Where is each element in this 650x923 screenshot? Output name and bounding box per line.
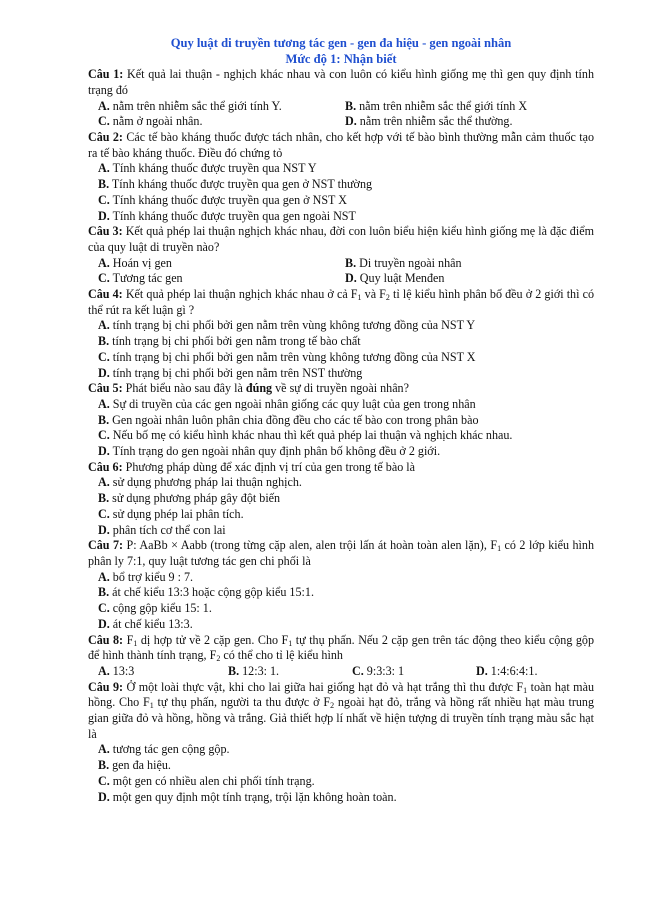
option-c[interactable]: C. Tính kháng thuốc được truyền qua gen ở NST X xyxy=(98,192,347,207)
option-d[interactable]: D. tính trạng bị chi phối bởi gen nằm trên NST thường xyxy=(98,365,363,380)
option-c[interactable]: C. cộng gộp kiểu 15: 1. xyxy=(98,601,212,616)
option-b[interactable]: B. Di truyền ngoài nhân xyxy=(345,255,462,270)
option-d[interactable]: D. át chế kiểu 13:3. xyxy=(98,616,193,631)
options-row xyxy=(88,271,594,287)
question-text: Các tế bào kháng thuốc được tách nhân, cho kết hợp với tế bào bình thường mẫn cảm thuốc tạo ra tế bào kháng thuốc. Điều đó chứng tỏ xyxy=(88,130,594,160)
question-number: Câu 6: xyxy=(88,459,123,474)
question-number: Câu 8: xyxy=(88,632,124,647)
option-d[interactable]: D. Tính kháng thuốc được truyền qua gen ngoài NST xyxy=(98,208,356,223)
options-row xyxy=(88,664,594,680)
question-number: Câu 9: xyxy=(88,679,124,694)
option-c[interactable]: C. Tương tác gen xyxy=(98,271,183,286)
option-c[interactable]: C. một gen có nhiều alen chi phối tính trạng. xyxy=(98,773,315,788)
option-a[interactable]: A. bổ trợ kiểu 9 : 7. xyxy=(98,569,194,584)
option-d[interactable]: D. 1:4:6:4:1. xyxy=(476,663,538,678)
option-a[interactable]: A. 13:3 xyxy=(98,663,135,678)
option-a[interactable]: A. tính trạng bị chi phối bởi gen nằm trên vùng không tương đồng của NST Y xyxy=(98,318,476,333)
option-c[interactable]: C. Nếu bố mẹ có kiểu hình khác nhau thì kết quả phép lai thuận và nghịch khác nhau. xyxy=(98,428,513,443)
question-number: Câu 4: xyxy=(88,287,123,302)
option-b[interactable]: B. Gen ngoài nhân luôn phân chia đồng đều cho các tế bào con trong phân bào xyxy=(98,412,479,427)
question-7: Câu 7: P: AaBb × Aabb (trong từng cặp alen, alen trội lấn át hoàn toàn alen lặn), $F_1$ có 2 lớp kiểu hình phân ly 7:1, quy luật tương tác gen chi phối là xyxy=(88,538,595,568)
option-b[interactable]: B. 12:3: 1. xyxy=(228,663,280,678)
question-6 xyxy=(88,460,594,476)
question-number: Câu 1: xyxy=(88,67,124,82)
question-1 xyxy=(88,67,594,98)
option-a[interactable]: A. nằm trên nhiễm sắc thể giới tính Y. xyxy=(98,98,282,113)
question-text: Kết quả phép lai thuận nghịch khác nhau, đời con luôn biểu hiện kiểu hình giống mẹ là đặc điểm của quy luật di truyền nào? xyxy=(88,224,594,254)
question-2 xyxy=(88,130,594,161)
question-number: Câu 7: xyxy=(88,538,124,553)
option-b[interactable]: B. gen đa hiệu. xyxy=(98,758,171,773)
question-number: Câu 3: xyxy=(88,224,123,239)
document-subtitle: Mức độ 1: Nhận biết xyxy=(285,51,397,66)
option-a[interactable]: A. sử dụng phương pháp lai thuận nghịch. xyxy=(98,475,302,490)
options-row xyxy=(88,114,594,130)
option-c[interactable]: C. nằm ở ngoài nhân. xyxy=(98,114,203,129)
question-number: Câu 2: xyxy=(88,130,123,144)
option-a[interactable]: A. Hoán vị gen xyxy=(98,255,172,270)
question-text: Phương pháp dùng để xác định vị trí của gen trong tế bào là xyxy=(122,459,415,474)
option-d[interactable]: D. Tính trạng do gen ngoài nhân quy định phân bố không đều ở 2 giới. xyxy=(98,444,441,459)
document-page xyxy=(88,36,594,805)
options-row xyxy=(88,99,594,115)
document-title: Quy luật di truyền tương tác gen - gen đa hiệu - gen ngoài nhân xyxy=(170,36,512,50)
options-row xyxy=(88,256,594,272)
option-d[interactable]: D. một gen quy định một tính trạng, trội lặn không hoàn toàn. xyxy=(98,789,397,804)
option-b[interactable]: B. tính trạng bị chi phối bởi gen nằm trong tế bào chất xyxy=(98,334,361,349)
option-c[interactable]: C. tính trạng bị chi phối bởi gen nằm trên vùng không tương đồng của NST X xyxy=(98,349,476,364)
option-d[interactable]: D. phân tích cơ thể con lai xyxy=(98,522,226,537)
option-b[interactable]: B. át chế kiểu 13:3 hoặc cộng gộp kiểu 15:1. xyxy=(98,585,314,600)
option-a[interactable]: A. Tính kháng thuốc được truyền qua NST Y xyxy=(98,161,317,176)
option-b[interactable]: B. sử dụng phương pháp gây đột biến xyxy=(98,491,281,506)
question-8: Câu 8: $F_1$ dị hợp tử về 2 cặp gen. Cho $F_1$ tự thụ phấn. Nếu 2 cặp gen trên tác động theo kiểu cộng gộp để hình thành tính trạng, $F_2$ có thể cho tỉ lệ kiểu hình xyxy=(88,632,595,664)
question-number: Câu 5: xyxy=(88,381,123,396)
option-a[interactable]: A. Sự di truyền của các gen ngoài nhân giống các quy luật của gen trong nhân xyxy=(98,396,476,411)
option-d[interactable]: D. Quy luật Menđen xyxy=(345,271,445,286)
option-b[interactable]: B. nằm trên nhiễm sắc thể giới tính X xyxy=(345,98,528,113)
option-c[interactable]: C. sử dụng phép lai phân tích. xyxy=(98,506,244,521)
option-d[interactable]: D. nằm trên nhiễm sắc thể thường. xyxy=(345,114,513,129)
question-4: Câu 4: Kết quả phép lai thuận nghịch khác nhau ở cả $F_1$ và $F_2$ tỉ lệ kiểu hình phân bố đều ở 2 giới thì có thể rút ra kết luận gì ? xyxy=(88,287,594,317)
option-b[interactable]: B. Tính kháng thuốc được truyền qua gen ở NST thường xyxy=(98,177,373,192)
option-a[interactable]: A. tương tác gen cộng gộp. xyxy=(98,742,230,757)
question-3 xyxy=(88,224,594,255)
question-9: Câu 9: Ở một loài thực vật, khi cho lai giữa hai giống hạt đỏ và hạt trắng thì thu được $F_1$ toàn hạt màu hồng. Cho $F_1$ tự thụ phấn, người ta thu được ở $F_2$ ngoài hạt đỏ, trắng và hồng rất nhiều hạt màu trung gian giữa đỏ và hồng, hồng và trắng. Giả thiết hợp lí nhất về hiện tượng di truyền tính trạng màu sắc hạt là xyxy=(88,679,595,741)
question-5: Câu 5: Phát biểu nào sau đây là đúng về sự di truyền ngoài nhân? xyxy=(88,381,409,396)
question-text: Kết quả lai thuận - nghịch khác nhau và con luôn có kiểu hình giống mẹ thì gen quy định tính trạng đó xyxy=(88,67,594,97)
option-c[interactable]: C. 9:3:3: 1 xyxy=(352,663,405,678)
